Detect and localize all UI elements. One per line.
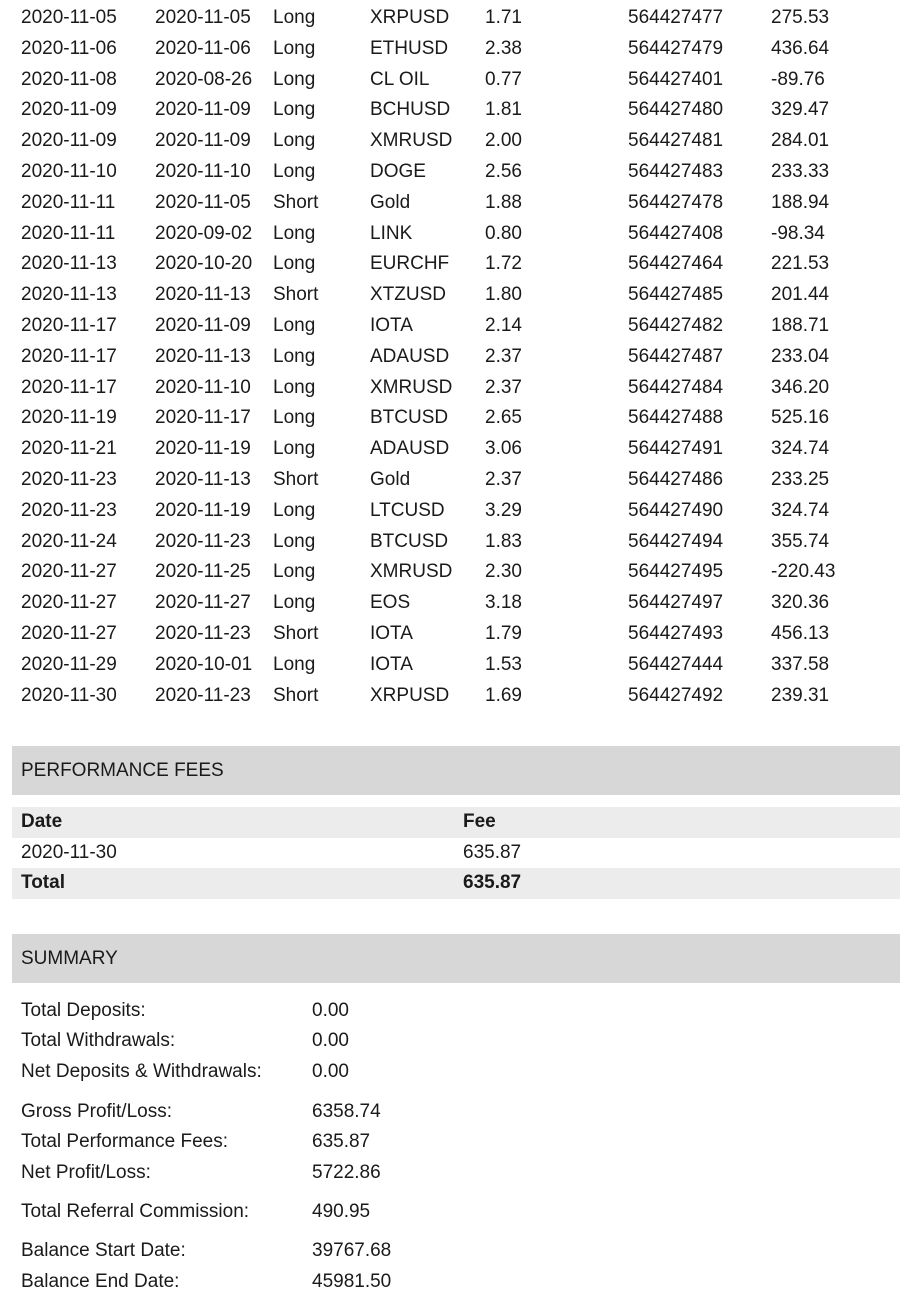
fees-fee-header: Fee bbox=[463, 811, 496, 832]
trade-volume: 1.53 bbox=[485, 653, 522, 675]
trade-row bbox=[0, 95, 900, 126]
fee-date: 2020-11-30 bbox=[21, 841, 117, 863]
trade-ticket: 564427484 bbox=[628, 376, 724, 398]
trade-symbol: EURCHF bbox=[370, 253, 450, 275]
trade-ticket: 564427483 bbox=[628, 160, 724, 182]
trade-ticket: 564427490 bbox=[628, 499, 724, 521]
summary-label: Balance End Date: bbox=[21, 1271, 180, 1292]
trade-volume: 1.80 bbox=[485, 284, 522, 306]
trade-ticket: 564427444 bbox=[628, 653, 724, 675]
trade-symbol: ETHUSD bbox=[370, 37, 449, 59]
summary-value: 0.00 bbox=[312, 1061, 349, 1082]
trade-direction: Long bbox=[273, 499, 316, 521]
trade-volume: 1.69 bbox=[485, 684, 522, 706]
summary-label: Gross Profit/Loss: bbox=[21, 1101, 172, 1122]
summary-value: 39767.68 bbox=[312, 1240, 392, 1261]
trade-row bbox=[0, 219, 900, 250]
trade-symbol: IOTA bbox=[370, 653, 413, 675]
trade-direction: Long bbox=[273, 592, 316, 614]
trade-open-date: 2020-11-09 bbox=[155, 314, 251, 336]
fees-total-label: Total bbox=[21, 872, 65, 893]
trade-direction: Long bbox=[273, 314, 316, 336]
trade-volume: 2.14 bbox=[485, 314, 522, 336]
trade-row bbox=[0, 188, 900, 219]
trade-symbol: XRPUSD bbox=[370, 684, 450, 706]
trade-ticket: 564427478 bbox=[628, 191, 724, 213]
summary-header bbox=[12, 934, 900, 983]
trade-profit-loss: 233.33 bbox=[771, 160, 830, 182]
trade-profit-loss: -89.76 bbox=[771, 68, 825, 90]
trade-open-date: 2020-09-02 bbox=[155, 222, 253, 244]
trade-open-date: 2020-11-10 bbox=[155, 160, 251, 182]
trade-direction: Short bbox=[273, 468, 319, 490]
trade-direction: Long bbox=[273, 253, 316, 275]
trade-close-date: 2020-11-09 bbox=[21, 99, 117, 121]
trade-symbol: BCHUSD bbox=[370, 99, 451, 121]
trade-close-date: 2020-11-17 bbox=[21, 314, 117, 336]
trade-row bbox=[0, 619, 900, 650]
trade-open-date: 2020-11-09 bbox=[155, 130, 251, 152]
trade-close-date: 2020-11-09 bbox=[21, 130, 117, 152]
trade-close-date: 2020-11-27 bbox=[21, 561, 117, 583]
trade-profit-loss: 221.53 bbox=[771, 253, 830, 275]
performance-fees-table bbox=[12, 807, 900, 899]
summary-value: 45981.50 bbox=[312, 1271, 392, 1292]
trade-profit-loss: 320.36 bbox=[771, 592, 830, 614]
trade-symbol: BTCUSD bbox=[370, 407, 449, 429]
trade-ticket: 564427477 bbox=[628, 7, 724, 28]
trade-open-date: 2020-11-27 bbox=[155, 592, 251, 614]
trade-ticket: 564427408 bbox=[628, 222, 724, 244]
trade-row bbox=[0, 373, 900, 404]
trade-row bbox=[0, 650, 900, 681]
trade-direction: Short bbox=[273, 284, 319, 306]
trade-row bbox=[0, 527, 900, 558]
trade-direction: Long bbox=[273, 530, 316, 552]
fees-header-row bbox=[12, 807, 900, 838]
trade-volume: 1.88 bbox=[485, 191, 522, 213]
trade-volume: 3.29 bbox=[485, 499, 522, 521]
trade-open-date: 2020-08-26 bbox=[155, 68, 253, 90]
trade-row bbox=[0, 249, 900, 280]
summary-title: SUMMARY bbox=[21, 948, 118, 969]
trade-row bbox=[0, 126, 900, 157]
trade-direction: Long bbox=[273, 345, 316, 367]
trade-open-date: 2020-11-19 bbox=[155, 499, 251, 521]
trade-direction: Long bbox=[273, 130, 316, 152]
trade-profit-loss: 201.44 bbox=[771, 284, 830, 306]
trade-open-date: 2020-11-10 bbox=[155, 376, 251, 398]
trade-open-date: 2020-11-05 bbox=[155, 7, 251, 28]
trade-close-date: 2020-11-06 bbox=[21, 37, 117, 59]
trade-profit-loss: 188.94 bbox=[771, 191, 830, 213]
summary-label: Total Withdrawals: bbox=[21, 1030, 176, 1051]
trade-direction: Long bbox=[273, 376, 316, 398]
trade-close-date: 2020-11-17 bbox=[21, 345, 117, 367]
trade-ticket: 564427485 bbox=[628, 284, 724, 306]
trade-open-date: 2020-10-20 bbox=[155, 253, 253, 275]
trade-volume: 2.37 bbox=[485, 468, 522, 490]
trade-row bbox=[0, 588, 900, 619]
trade-direction: Short bbox=[273, 684, 319, 706]
trade-profit-loss: -98.34 bbox=[771, 222, 825, 244]
trade-open-date: 2020-11-23 bbox=[155, 530, 251, 552]
trade-ticket: 564427495 bbox=[628, 561, 724, 583]
trade-volume: 1.71 bbox=[485, 7, 522, 28]
trade-close-date: 2020-11-23 bbox=[21, 499, 117, 521]
trade-profit-loss: 275.53 bbox=[771, 7, 830, 28]
trade-open-date: 2020-11-17 bbox=[155, 407, 251, 429]
trade-row bbox=[0, 280, 900, 311]
trade-row bbox=[0, 465, 900, 496]
trade-ticket: 564427480 bbox=[628, 99, 724, 121]
trade-symbol: XTZUSD bbox=[370, 284, 446, 306]
summary-label: Total Referral Commission: bbox=[21, 1201, 250, 1222]
trade-open-date: 2020-11-05 bbox=[155, 191, 251, 213]
trade-row bbox=[0, 157, 900, 188]
trade-row bbox=[0, 3, 900, 34]
summary-value: 0.00 bbox=[312, 1030, 349, 1051]
trade-volume: 2.37 bbox=[485, 345, 522, 367]
trade-volume: 1.83 bbox=[485, 530, 522, 552]
trade-ticket: 564427491 bbox=[628, 438, 724, 460]
trade-close-date: 2020-11-13 bbox=[21, 284, 117, 306]
trade-volume: 3.18 bbox=[485, 592, 522, 614]
trade-open-date: 2020-11-23 bbox=[155, 684, 251, 706]
trade-symbol: EOS bbox=[370, 592, 411, 614]
trade-volume: 2.65 bbox=[485, 407, 522, 429]
fee-amount: 635.87 bbox=[463, 841, 522, 863]
trade-ticket: 564427486 bbox=[628, 468, 724, 490]
trade-volume: 3.06 bbox=[485, 438, 522, 460]
trade-volume: 2.37 bbox=[485, 376, 522, 398]
trade-symbol: DOGE bbox=[370, 160, 426, 182]
trade-direction: Long bbox=[273, 222, 316, 244]
trade-symbol: IOTA bbox=[370, 622, 413, 644]
trade-close-date: 2020-11-17 bbox=[21, 376, 117, 398]
trade-close-date: 2020-11-29 bbox=[21, 653, 117, 675]
fees-total-row bbox=[12, 868, 900, 899]
trade-close-date: 2020-11-19 bbox=[21, 407, 117, 429]
trade-close-date: 2020-11-30 bbox=[21, 684, 117, 706]
trade-symbol: ADAUSD bbox=[370, 438, 450, 460]
trade-symbol: CL OIL bbox=[370, 68, 430, 90]
trade-profit-loss: 346.20 bbox=[771, 376, 830, 398]
trade-ticket: 564427492 bbox=[628, 684, 724, 706]
performance-fees-header bbox=[12, 746, 900, 795]
trades-table bbox=[0, 3, 900, 711]
trade-row bbox=[0, 434, 900, 465]
trade-volume: 1.79 bbox=[485, 622, 522, 644]
trade-ticket: 564427494 bbox=[628, 530, 724, 552]
trade-close-date: 2020-11-08 bbox=[21, 68, 117, 90]
trade-ticket: 564427482 bbox=[628, 314, 724, 336]
trade-volume: 0.77 bbox=[485, 68, 522, 90]
trade-ticket: 564427479 bbox=[628, 37, 724, 59]
trade-direction: Short bbox=[273, 622, 319, 644]
trade-profit-loss: 324.74 bbox=[771, 438, 830, 460]
trade-direction: Long bbox=[273, 438, 316, 460]
trade-open-date: 2020-10-01 bbox=[155, 653, 253, 675]
trade-open-date: 2020-11-13 bbox=[155, 345, 251, 367]
trade-close-date: 2020-11-05 bbox=[21, 7, 117, 28]
trade-profit-loss: 239.31 bbox=[771, 684, 830, 706]
trade-symbol: LTCUSD bbox=[370, 499, 445, 521]
trade-volume: 1.81 bbox=[485, 99, 522, 121]
trade-volume: 2.30 bbox=[485, 561, 522, 583]
summary-label: Net Deposits & Withdrawals: bbox=[21, 1061, 262, 1082]
trade-row bbox=[0, 681, 900, 712]
trade-profit-loss: 525.16 bbox=[771, 407, 830, 429]
trade-row bbox=[0, 34, 900, 65]
trade-symbol: XMRUSD bbox=[370, 130, 453, 152]
trade-close-date: 2020-11-24 bbox=[21, 530, 117, 552]
trade-open-date: 2020-11-13 bbox=[155, 284, 251, 306]
trade-ticket: 564427481 bbox=[628, 130, 724, 152]
trade-symbol: XMRUSD bbox=[370, 376, 453, 398]
fees-row bbox=[12, 838, 900, 869]
trade-profit-loss: -220.43 bbox=[771, 561, 836, 583]
summary-label: Net Profit/Loss: bbox=[21, 1162, 151, 1183]
trade-open-date: 2020-11-09 bbox=[155, 99, 251, 121]
trade-open-date: 2020-11-23 bbox=[155, 622, 251, 644]
trade-ticket: 564427487 bbox=[628, 345, 724, 367]
trade-direction: Long bbox=[273, 99, 316, 121]
trade-symbol: BTCUSD bbox=[370, 530, 449, 552]
fees-total-value: 635.87 bbox=[463, 872, 522, 893]
trade-open-date: 2020-11-25 bbox=[155, 561, 251, 583]
trade-row bbox=[0, 342, 900, 373]
trade-profit-loss: 324.74 bbox=[771, 499, 830, 521]
trade-ticket: 564427497 bbox=[628, 592, 724, 614]
trade-volume: 1.72 bbox=[485, 253, 522, 275]
trade-profit-loss: 355.74 bbox=[771, 530, 830, 552]
fees-date-header: Date bbox=[21, 811, 63, 832]
trade-symbol: Gold bbox=[370, 468, 411, 490]
trade-profit-loss: 436.64 bbox=[771, 37, 830, 59]
trade-volume: 0.80 bbox=[485, 222, 522, 244]
trade-direction: Short bbox=[273, 191, 319, 213]
trade-close-date: 2020-11-27 bbox=[21, 622, 117, 644]
trade-ticket: 564427401 bbox=[628, 68, 724, 90]
trade-close-date: 2020-11-21 bbox=[21, 438, 117, 460]
summary-value: 635.87 bbox=[312, 1131, 371, 1152]
trade-row bbox=[0, 496, 900, 527]
trade-ticket: 564427464 bbox=[628, 253, 724, 275]
trade-volume: 2.38 bbox=[485, 37, 522, 59]
trade-close-date: 2020-11-13 bbox=[21, 253, 117, 275]
trade-profit-loss: 456.13 bbox=[771, 622, 830, 644]
summary-label: Total Performance Fees: bbox=[21, 1131, 228, 1152]
trade-open-date: 2020-11-13 bbox=[155, 468, 251, 490]
trade-ticket: 564427493 bbox=[628, 622, 724, 644]
trade-row bbox=[0, 403, 900, 434]
summary-value: 490.95 bbox=[312, 1201, 371, 1222]
trade-profit-loss: 233.04 bbox=[771, 345, 830, 367]
trade-open-date: 2020-11-06 bbox=[155, 37, 251, 59]
trade-close-date: 2020-11-27 bbox=[21, 592, 117, 614]
trade-row bbox=[0, 311, 900, 342]
trade-symbol: ADAUSD bbox=[370, 345, 450, 367]
summary-value: 5722.86 bbox=[312, 1162, 381, 1183]
trade-symbol: XMRUSD bbox=[370, 561, 453, 583]
trade-direction: Long bbox=[273, 37, 316, 59]
summary-label: Total Deposits: bbox=[21, 1000, 146, 1021]
trade-profit-loss: 337.58 bbox=[771, 653, 830, 675]
trade-open-date: 2020-11-19 bbox=[155, 438, 251, 460]
summary-label: Balance Start Date: bbox=[21, 1240, 186, 1261]
trade-profit-loss: 284.01 bbox=[771, 130, 830, 152]
trade-ticket: 564427488 bbox=[628, 407, 724, 429]
trade-direction: Long bbox=[273, 653, 316, 675]
trade-volume: 2.00 bbox=[485, 130, 522, 152]
trade-direction: Long bbox=[273, 7, 316, 28]
trade-close-date: 2020-11-10 bbox=[21, 160, 117, 182]
trade-direction: Long bbox=[273, 160, 316, 182]
trade-direction: Long bbox=[273, 68, 316, 90]
trade-direction: Long bbox=[273, 561, 316, 583]
performance-fees-title: PERFORMANCE FEES bbox=[21, 760, 224, 781]
trade-direction: Long bbox=[273, 407, 316, 429]
trade-close-date: 2020-11-11 bbox=[21, 222, 116, 244]
trade-profit-loss: 329.47 bbox=[771, 99, 830, 121]
trade-profit-loss: 233.25 bbox=[771, 468, 830, 490]
trade-close-date: 2020-11-11 bbox=[21, 191, 116, 213]
trade-close-date: 2020-11-23 bbox=[21, 468, 117, 490]
summary-value: 0.00 bbox=[312, 1000, 349, 1021]
trade-symbol: Gold bbox=[370, 191, 411, 213]
summary-value: 6358.74 bbox=[312, 1101, 381, 1122]
trade-row bbox=[0, 557, 900, 588]
trade-symbol: IOTA bbox=[370, 314, 413, 336]
trade-row bbox=[0, 65, 900, 96]
trade-volume: 2.56 bbox=[485, 160, 522, 182]
trade-profit-loss: 188.71 bbox=[771, 314, 830, 336]
trade-symbol: XRPUSD bbox=[370, 7, 450, 28]
trade-symbol: LINK bbox=[370, 222, 413, 244]
